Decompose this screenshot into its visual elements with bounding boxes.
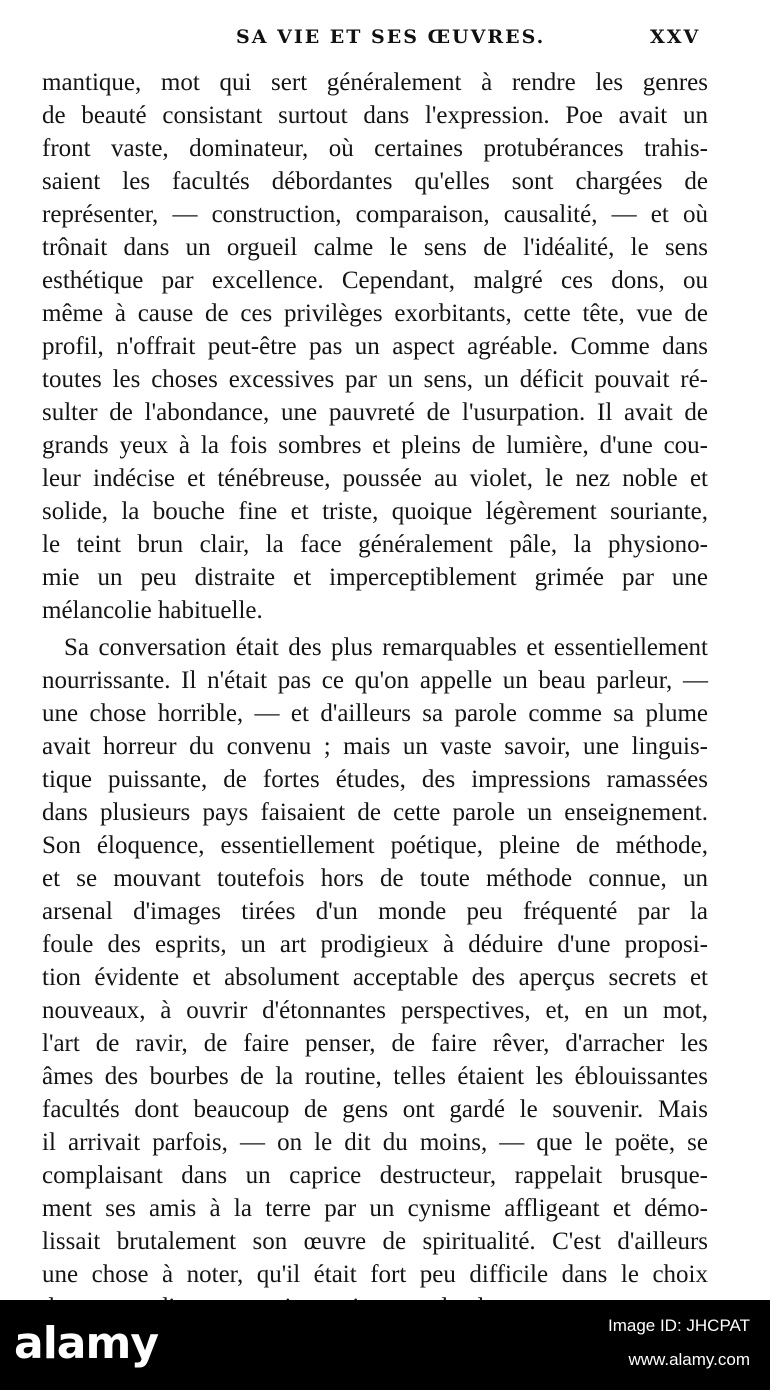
running-head bbox=[0, 26, 770, 56]
running-title: SA VIE ET SES ŒUVRES. bbox=[236, 26, 546, 48]
text-line: représenter, — construction, comparaison, causalité, — et où bbox=[42, 201, 708, 228]
text-line: dans plusieurs pays faisaient de cette parole un enseignement. bbox=[42, 799, 708, 826]
text-line: âmes des bourbes de la routine, telles étaient les éblouissantes bbox=[42, 1063, 708, 1090]
watermark-footer bbox=[0, 1300, 770, 1390]
text-line: facultés dont beaucoup de gens ont gardé le souvenir. Mais bbox=[42, 1096, 708, 1123]
text-line: profil, n'offrait peut-être pas un aspect agréable. Comme dans bbox=[42, 333, 708, 360]
site-url: www.alamy.com bbox=[628, 1350, 750, 1369]
text-line: tique puissante, de fortes études, des impressions ramassées bbox=[42, 766, 708, 793]
text-line: solide, la bouche fine et triste, quoique légèrement souriante, bbox=[42, 498, 708, 525]
text-line: même à cause de ces privilèges exorbitants, cette tête, vue de bbox=[42, 300, 708, 327]
text-line: mie un peu distraite et imperceptiblement grimée par une bbox=[42, 564, 708, 591]
text-line: le teint brun clair, la face généralement pâle, la physiono- bbox=[42, 531, 708, 558]
text-line: l'art de ravir, de faire penser, de faire rêver, d'arracher les bbox=[42, 1030, 708, 1057]
text-line: ment ses amis à la terre par un cynisme affligeant et démo- bbox=[42, 1195, 708, 1222]
text-line: tion évidente et absolument acceptable des aperçus secrets et bbox=[42, 964, 708, 991]
text-line: foule des esprits, un art prodigieux à déduire d'une proposi- bbox=[42, 931, 708, 958]
text-line: leur indécise et ténébreuse, poussée au violet, le nez noble et bbox=[42, 465, 708, 492]
text-line: esthétique par excellence. Cependant, malgré ces dons, ou bbox=[42, 267, 708, 294]
paragraph-first-line: Sa conversation était des plus remarquables et essentiellement bbox=[64, 634, 708, 661]
text-line: saient les facultés débordantes qu'elles sont chargées de bbox=[42, 168, 708, 195]
text-line: une chose horrible, — et d'ailleurs sa parole comme sa plume bbox=[42, 700, 708, 727]
brand-logo: alamy bbox=[14, 1318, 158, 1369]
text-line: de beauté consistant surtout dans l'expression. Poe avait un bbox=[42, 102, 708, 129]
text-line: et se mouvant toutefois hors de toute méthode connue, un bbox=[42, 865, 708, 892]
page-number: XXV bbox=[650, 26, 701, 48]
text-line: il arrivait parfois, — on le dit du moins, — que le poëte, se bbox=[42, 1129, 708, 1156]
paragraph-end-line: mélancolie habituelle. bbox=[42, 597, 263, 624]
text-line: une chose à noter, qu'il était fort peu difficile dans le choix bbox=[42, 1261, 708, 1288]
text-line: trônait dans un orgueil calme le sens de l'idéalité, le sens bbox=[42, 234, 708, 261]
text-line: nourrissante. Il n'était pas ce qu'on appelle un beau parleur, — bbox=[42, 667, 708, 694]
text-line: front vaste, dominateur, où certaines protubérances trahis- bbox=[42, 135, 708, 162]
text-line: avait horreur du convenu ; mais un vaste savoir, une linguis- bbox=[42, 733, 708, 760]
text-line: Son éloquence, essentiellement poétique, pleine de méthode, bbox=[42, 832, 708, 859]
text-line: mantique, mot qui sert généralement à rendre les genres bbox=[42, 69, 708, 96]
text-line: sulter de l'abondance, une pauvreté de l'usurpation. Il avait de bbox=[42, 399, 708, 426]
image-id: Image ID: JHCPAT bbox=[607, 1316, 750, 1335]
text-line: complaisant dans un caprice destructeur, rappelait brusque- bbox=[42, 1162, 708, 1189]
text-line: nouveaux, à ouvrir d'étonnantes perspectives, et, en un mot, bbox=[42, 997, 708, 1024]
text-line: lissait brutalement son œuvre de spiritualité. C'est d'ailleurs bbox=[42, 1228, 708, 1255]
text-line: grands yeux à la fois sombres et pleins de lumière, d'une cou- bbox=[42, 432, 708, 459]
text-line: toutes les choses excessives par un sens, un déficit pouvait ré- bbox=[42, 366, 708, 393]
text-line: arsenal d'images tirées d'un monde peu fréquenté par la bbox=[42, 898, 708, 925]
